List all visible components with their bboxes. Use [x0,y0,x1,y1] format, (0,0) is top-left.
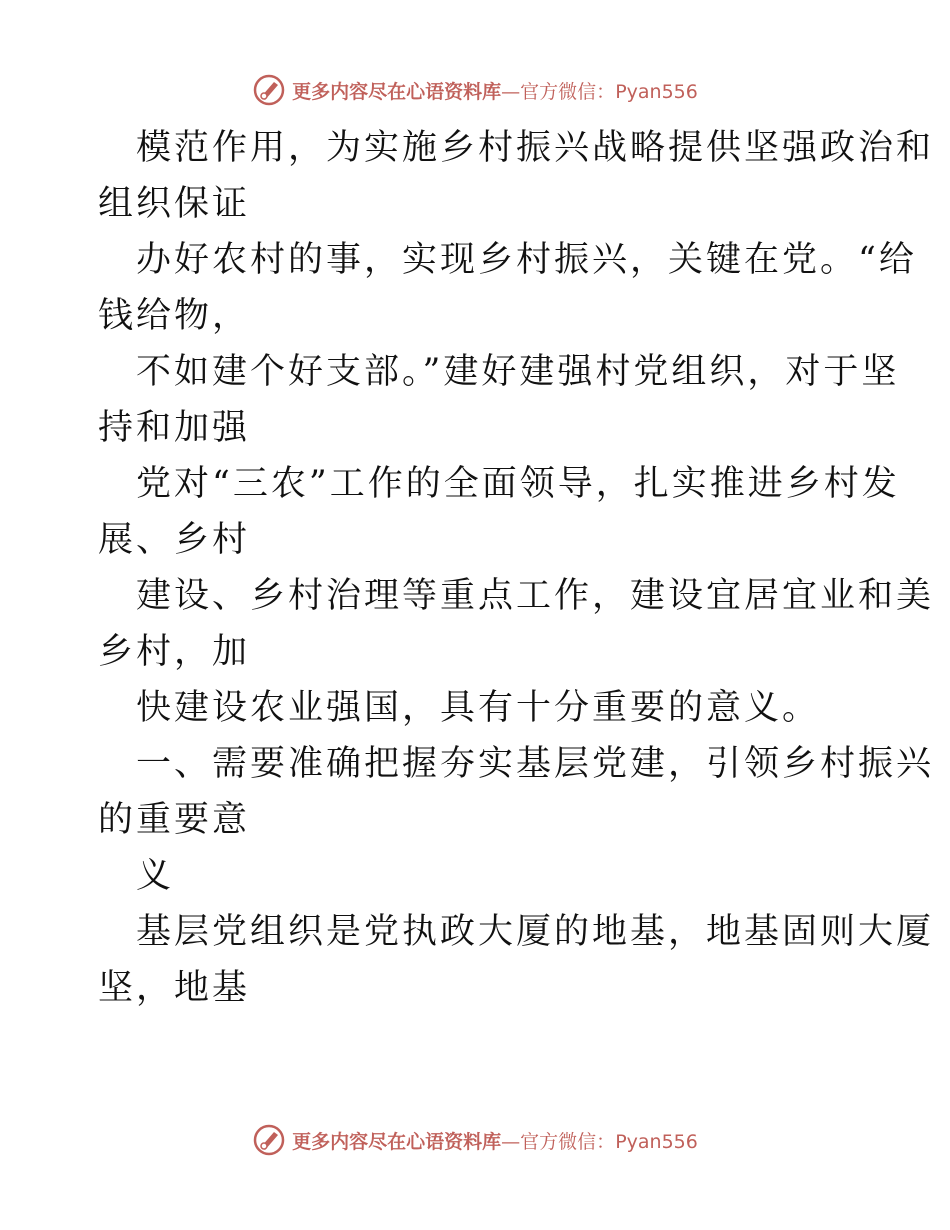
body-line: 坚，地基 [98,968,251,1008]
body-line: 基层党组织是党执政大厦的地基，地基固则大厦 [136,912,935,952]
body-line: 义 [136,856,175,896]
body-line: 持和加强 [98,408,251,448]
watermark-main: 更多内容尽在心语资料库 [292,80,502,103]
header-watermark [0,70,950,110]
pen-badge-logo-icon [252,1123,286,1157]
body-line: 乡村，加 [98,632,251,672]
watermark-main: 更多内容尽在心语资料库 [292,1130,502,1153]
body-line: 展、乡村 [98,520,251,560]
body-line: 快建设农业强国，具有十分重要的意义。 [136,688,821,728]
watermark-dash: — [501,1130,521,1153]
body-line: 的重要意 [98,800,251,840]
document-body [98,120,935,1016]
body-line: 办好农村的事，实现乡村振兴，关键在党。“给 [136,240,917,280]
body-line: 党对“三农”工作的全面领导，扎实推进乡村发 [136,464,900,504]
body-line: 一、需要准确把握夯实基层党建，引领乡村振兴 [136,744,935,784]
body-line: 钱给物， [98,296,251,336]
watermark-sub: 官方微信： [520,80,616,103]
watermark-id: Pyan556 [615,80,698,103]
pen-badge-logo-icon [252,73,286,107]
watermark-id: Pyan556 [615,1130,698,1153]
body-line: 不如建个好支部。”建好建强村党组织，对于坚 [136,352,900,392]
body-line: 组织保证 [98,184,251,224]
watermark-text [292,77,698,104]
watermark-dash: — [501,80,521,103]
footer-watermark [0,1120,950,1160]
body-line: 建设、乡村治理等重点工作，建设宜居宜业和美 [136,576,935,616]
watermark-text [292,1127,698,1154]
watermark-sub: 官方微信： [520,1130,616,1153]
body-line: 模范作用，为实施乡村振兴战略提供坚强政治和 [136,128,935,168]
